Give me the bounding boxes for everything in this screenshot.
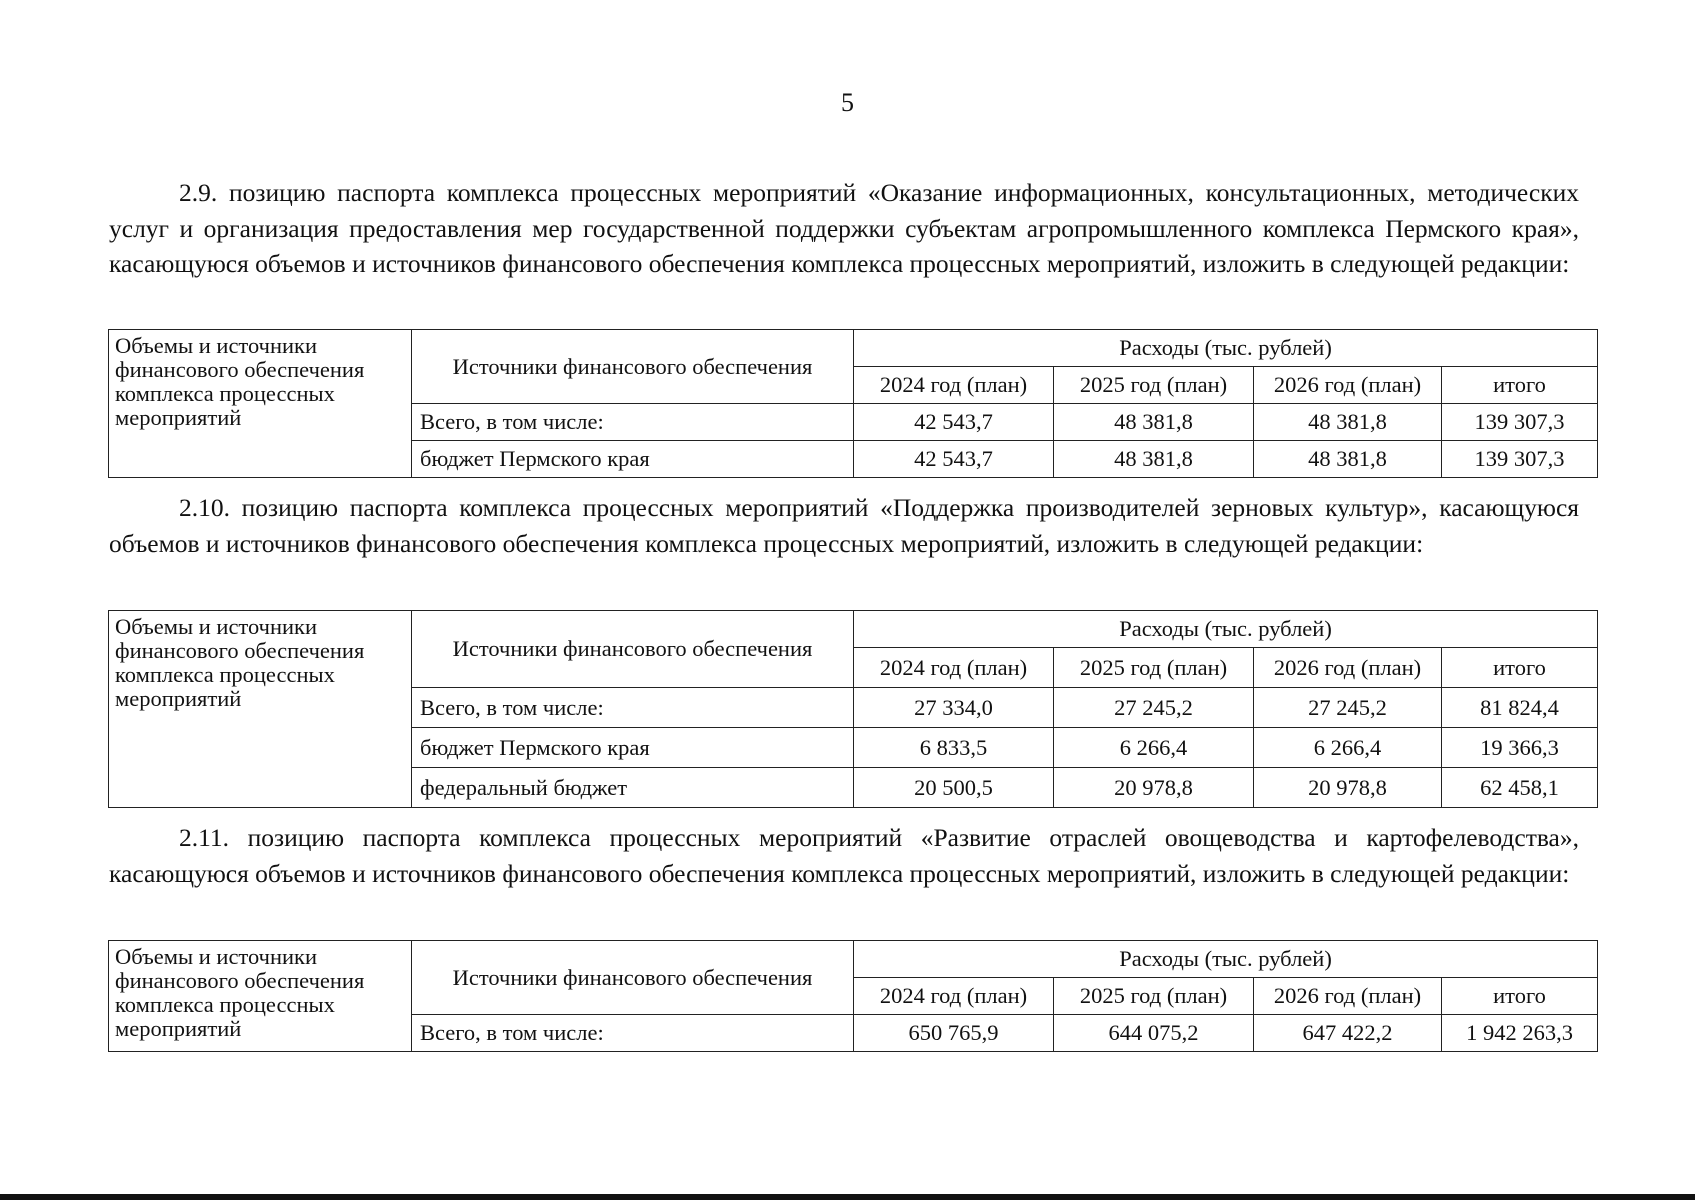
value-cell: 42 543,7 <box>854 404 1054 441</box>
value-cell: 650 765,9 <box>854 1015 1054 1052</box>
table-row-label: Объемы и источники финансового обеспечения комплекса процессных мероприятий <box>109 611 412 808</box>
value-cell: 48 381,8 <box>1054 404 1254 441</box>
table-row-label: Объемы и источники финансового обеспечения комплекса процессных мероприятий <box>109 330 412 478</box>
total-header: итого <box>1442 367 1598 404</box>
value-cell: 6 266,4 <box>1054 728 1254 768</box>
total-cell: 1 942 263,3 <box>1442 1015 1598 1052</box>
value-cell: 27 245,2 <box>1054 688 1254 728</box>
total-header: итого <box>1442 648 1598 688</box>
value-cell: 48 381,8 <box>1254 404 1442 441</box>
financing-table-2-11 <box>108 940 1598 1052</box>
value-cell: 48 381,8 <box>1254 441 1442 478</box>
value-cell: 644 075,2 <box>1054 1015 1254 1052</box>
total-cell: 139 307,3 <box>1442 441 1598 478</box>
year-header-2024: 2024 год (план) <box>854 648 1054 688</box>
year-header-2025: 2025 год (план) <box>1054 978 1254 1015</box>
total-cell: 19 366,3 <box>1442 728 1598 768</box>
scan-edge <box>0 1194 1695 1200</box>
paragraph-2-9: 2.9. позицию паспорта комплекса процессных мероприятий «Оказание информационных, консультационных, методических услуг и организация предоставления мер государственной поддержки субъектам агропромышленного комплекса Пермского края», касающуюся объемов и источников финансового обеспечения комплекса процессных мероприятий, изложить в следующей редакции: <box>109 178 1579 278</box>
financing-table-2-10 <box>108 610 1598 808</box>
value-cell: 20 978,8 <box>1254 768 1442 808</box>
value-cell: 6 833,5 <box>854 728 1054 768</box>
total-cell: 139 307,3 <box>1442 404 1598 441</box>
total-header: итого <box>1442 978 1598 1015</box>
paragraph-2-11: 2.11. позицию паспорта комплекса процессных мероприятий «Развитие отраслей овощеводства и картофелеводства», касающуюся объемов и источников финансового обеспечения комплекса процессных мероприятий, изложить в следующей редакции: <box>109 823 1579 888</box>
year-header-2025: 2025 год (план) <box>1054 367 1254 404</box>
sources-header: Источники финансового обеспечения <box>412 941 854 1015</box>
value-cell: 27 334,0 <box>854 688 1054 728</box>
expenses-header: Расходы (тыс. рублей) <box>854 330 1598 367</box>
year-header-2026: 2026 год (план) <box>1254 367 1442 404</box>
paragraph-2-10: 2.10. позицию паспорта комплекса процессных мероприятий «Поддержка производителей зерновых культур», касающуюся объемов и источников финансового обеспечения комплекса процессных мероприятий, изложить в следующей редакции: <box>109 493 1579 558</box>
value-cell: 647 422,2 <box>1254 1015 1442 1052</box>
value-cell: 6 266,4 <box>1254 728 1442 768</box>
value-cell: 42 543,7 <box>854 441 1054 478</box>
source-cell: федеральный бюджет <box>412 768 854 808</box>
year-header-2025: 2025 год (план) <box>1054 648 1254 688</box>
expenses-header: Расходы (тыс. рублей) <box>854 941 1598 978</box>
value-cell: 20 978,8 <box>1054 768 1254 808</box>
value-cell: 27 245,2 <box>1254 688 1442 728</box>
total-cell: 81 824,4 <box>1442 688 1598 728</box>
table-row-label: Объемы и источники финансового обеспечения комплекса процессных мероприятий <box>109 941 412 1052</box>
year-header-2026: 2026 год (план) <box>1254 648 1442 688</box>
source-cell: Всего, в том числе: <box>412 404 854 441</box>
financing-table-2-9 <box>108 329 1598 478</box>
year-header-2024: 2024 год (план) <box>854 367 1054 404</box>
page-number: 5 <box>841 88 854 117</box>
value-cell: 48 381,8 <box>1054 441 1254 478</box>
sources-header: Источники финансового обеспечения <box>412 330 854 404</box>
sources-header: Источники финансового обеспечения <box>412 611 854 688</box>
total-cell: 62 458,1 <box>1442 768 1598 808</box>
source-cell: Всего, в том числе: <box>412 688 854 728</box>
value-cell: 20 500,5 <box>854 768 1054 808</box>
source-cell: Всего, в том числе: <box>412 1015 854 1052</box>
expenses-header: Расходы (тыс. рублей) <box>854 611 1598 648</box>
source-cell: бюджет Пермского края <box>412 441 854 478</box>
year-header-2024: 2024 год (план) <box>854 978 1054 1015</box>
source-cell: бюджет Пермского края <box>412 728 854 768</box>
year-header-2026: 2026 год (план) <box>1254 978 1442 1015</box>
